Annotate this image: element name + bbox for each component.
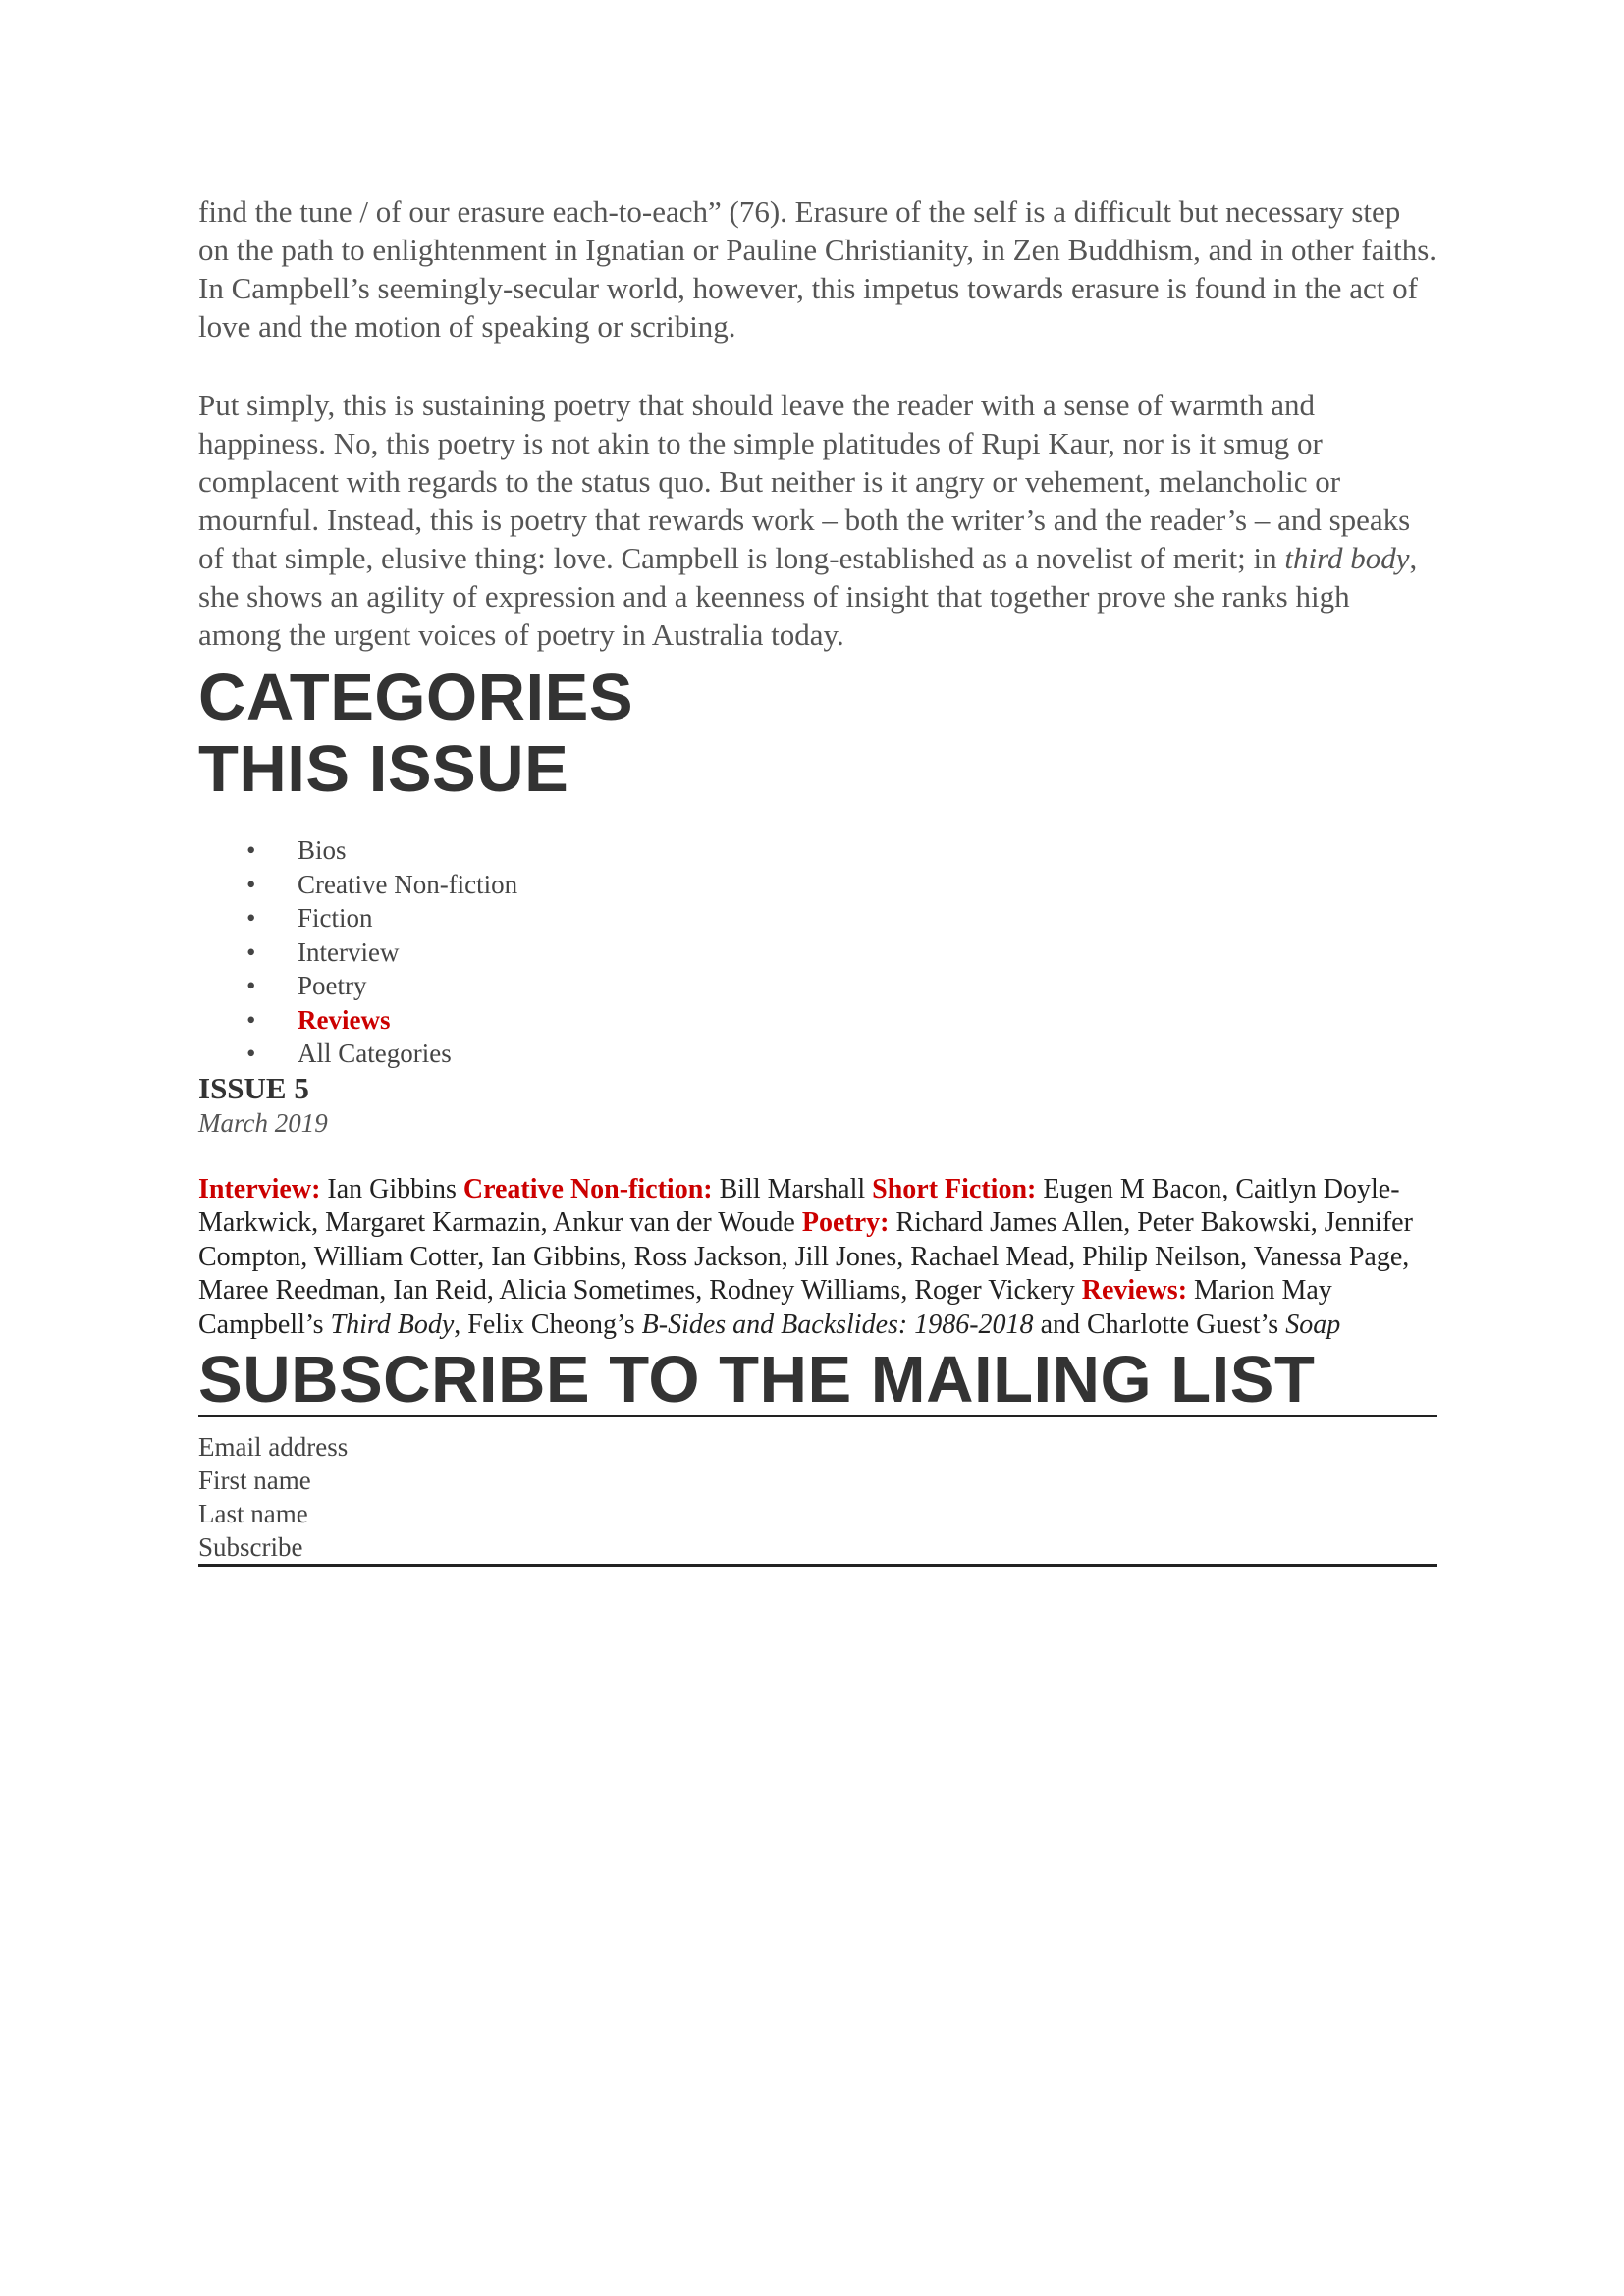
category-link-bios[interactable]: Bios xyxy=(298,835,347,865)
interview-contributors: Ian Gibbins xyxy=(320,1173,463,1204)
reviews-book-3: Soap xyxy=(1285,1308,1341,1340)
category-link-creative-non-fiction[interactable]: Creative Non-fiction xyxy=(298,869,518,899)
category-item-interview[interactable] xyxy=(246,935,1437,970)
reviews-text-3: and Charlotte Guest’s xyxy=(1033,1308,1286,1340)
subscribe-form xyxy=(198,1417,1437,1567)
categories-heading xyxy=(198,662,1437,805)
reviews-book-2: B-Sides and Backslides: 1986-2018 xyxy=(641,1308,1034,1340)
review-paragraph-1-text: find the tune / of our erasure each-to-each” (76). Erasure of the self is a difficult but necessary step on the path to enlightenment in Ignatian or Pauline Christianity, in Zen Buddhism, and in other faiths. In Campbell’s seemingly-secular world, however, this impetus towards erasure is found in the act of love and the motion of speaking or scribing. xyxy=(198,194,1437,344)
category-link-fiction[interactable]: Fiction xyxy=(298,903,373,933)
short-fiction-contributors: Eugen M Bacon, Caitlyn Doyle-Markwick, Margaret Karmazin, Ankur van der Woude xyxy=(198,1173,1400,1238)
categories-heading-line-1: CATEGORIES xyxy=(198,661,634,734)
page-content xyxy=(198,192,1437,1567)
interview-label[interactable]: Interview: xyxy=(198,1173,321,1204)
issue-contents xyxy=(198,1173,1437,1343)
creative-non-fiction-contributors: Bill Marshall xyxy=(712,1173,873,1204)
issue-title: ISSUE 5 xyxy=(198,1070,309,1105)
bullet-icon: • xyxy=(246,1004,256,1035)
review-paragraph-2 xyxy=(198,386,1437,654)
poetry-label[interactable]: Poetry: xyxy=(801,1207,890,1238)
reviews-text-2: , Felix Cheong’s xyxy=(454,1308,642,1340)
email-field[interactable]: Email address xyxy=(198,1432,349,1462)
reviews-text-1: Marion May Campbell’s xyxy=(198,1275,1332,1340)
poetry-contributors: Richard James Allen, Peter Bakowski, Jennifer Compton, William Cotter, Ian Gibbins, Ross Jackson, Jill Jones, Rachael Mead, Philip Neilson, Vanessa Page, Maree Reedman, Ian Reid, Alicia Sometimes, Rodney Williams, Roger Vickery xyxy=(198,1207,1413,1306)
bullet-icon: • xyxy=(246,903,256,933)
subscribe-heading: SUBSCRIBE TO THE MAILING LIST xyxy=(198,1346,1437,1417)
bullet-icon: • xyxy=(246,1039,256,1068)
category-item-reviews[interactable] xyxy=(246,1003,1437,1038)
category-link-reviews[interactable]: Reviews xyxy=(298,1004,391,1035)
first-name-field[interactable]: First name xyxy=(198,1466,311,1495)
categories-heading-line-2: THIS ISSUE xyxy=(198,732,569,806)
short-fiction-label[interactable]: Short Fiction: xyxy=(872,1173,1037,1204)
review-paragraph-2-text: Put simply, this is sustaining poetry that should leave the reader with a sense of warmth and happiness. No, this poetry is not akin to the simple platitudes of Rupi Kaur, nor is it smug or complacent with regards to the status quo. But neither is it angry or vehement, melancholic or mournful. Instead, this is poetry that rewards work – both the writer’s and the reader’s – and speaks of that simple, elusive thing: love. Campbell is long-established as a novelist of merit; in xyxy=(198,388,1411,575)
category-item-poetry[interactable] xyxy=(246,969,1437,1003)
category-item-bios[interactable] xyxy=(246,833,1437,868)
reviews-book-1: Third Body xyxy=(330,1308,455,1340)
bullet-icon: • xyxy=(246,936,256,967)
category-link-interview[interactable]: Interview xyxy=(298,936,400,967)
bullet-icon: • xyxy=(246,835,256,865)
review-paragraph-1 xyxy=(198,192,1437,346)
categories-list xyxy=(198,833,1437,1071)
last-name-field[interactable]: Last name xyxy=(198,1499,308,1528)
category-item-fiction[interactable] xyxy=(246,901,1437,935)
issue-date: March 2019 xyxy=(198,1107,328,1138)
category-item-all-categories[interactable] xyxy=(246,1037,1437,1071)
reviews-label[interactable]: Reviews: xyxy=(1081,1275,1188,1306)
subscribe-button[interactable]: Subscribe xyxy=(198,1532,303,1562)
category-link-all-categories[interactable]: All Categories xyxy=(298,1039,452,1068)
category-link-poetry[interactable]: Poetry xyxy=(298,971,367,1000)
category-item-creative-non-fiction[interactable] xyxy=(246,868,1437,902)
book-title-third-body: third body xyxy=(1284,541,1410,575)
review-paragraph-2-end: , she shows an agility of expression and a keenness of insight that together prove she ranks high among the urgent voices of poetry in Australia today. xyxy=(198,541,1418,652)
bullet-icon: • xyxy=(246,869,256,899)
creative-non-fiction-label[interactable]: Creative Non-fiction: xyxy=(462,1173,713,1204)
bullet-icon: • xyxy=(246,971,256,1000)
